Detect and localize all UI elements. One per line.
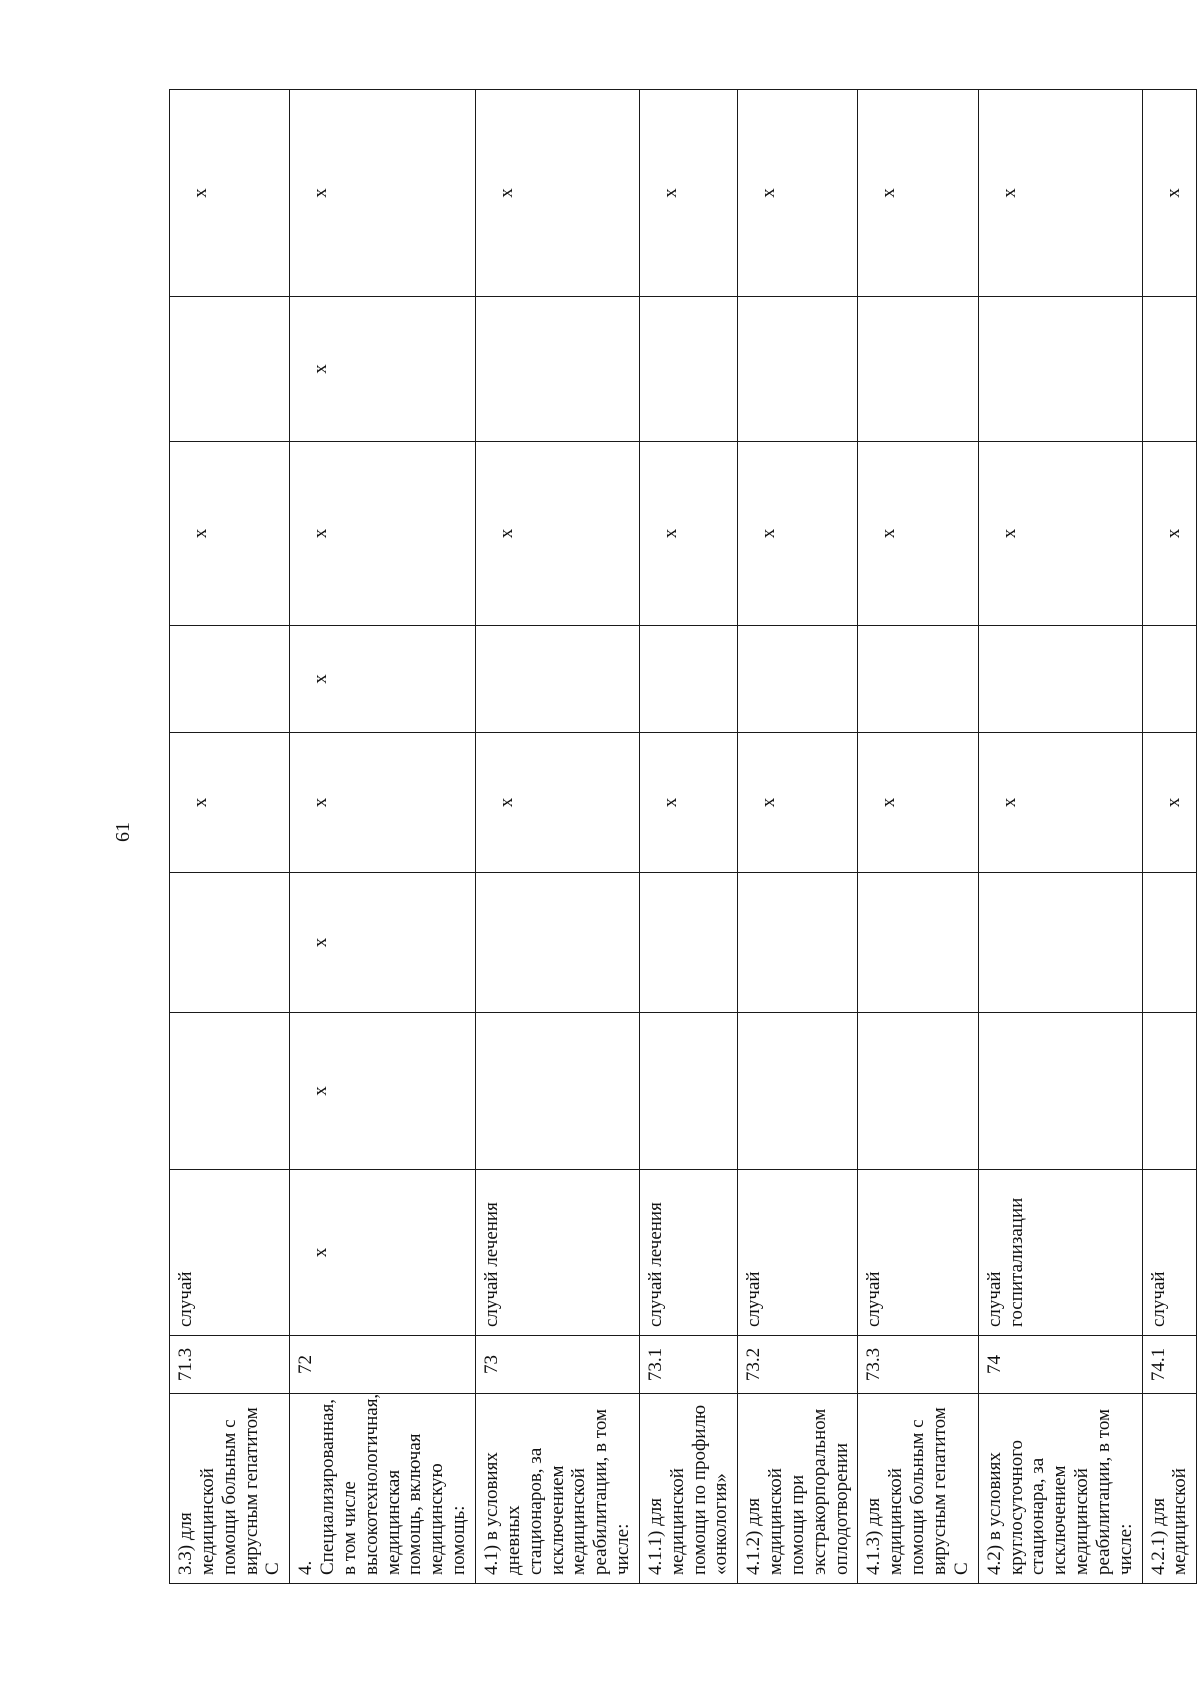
- row-name-cell: 4.1) в условиях дневных стационаров, за исключением медицинской реабилитации, в том числе:: [475, 1394, 639, 1584]
- value-cell: [978, 1013, 1142, 1170]
- value-cell: х: [639, 442, 737, 626]
- value-cell: х: [978, 733, 1142, 873]
- unit-cell: случай госпитализации: [978, 1170, 1142, 1336]
- value-cell: [1142, 297, 1197, 442]
- value-cell: х: [1142, 733, 1197, 873]
- rotated-table: [169, 90, 1191, 1584]
- value-cell: [170, 1013, 290, 1170]
- value-cell: [738, 1013, 858, 1170]
- value-cell: х: [290, 297, 476, 442]
- value-cell: х: [639, 90, 737, 297]
- table-row: [290, 90, 476, 1584]
- row-number-cell: 73.3: [858, 1336, 978, 1394]
- value-cell: х: [290, 90, 476, 297]
- value-cell: х: [1142, 442, 1197, 626]
- value-cell: х: [475, 90, 639, 297]
- value-cell: [639, 297, 737, 442]
- value-cell: х: [170, 733, 290, 873]
- value-cell: х: [290, 1013, 476, 1170]
- value-cell: [858, 297, 978, 442]
- value-cell: х: [290, 733, 476, 873]
- unit-cell: случай: [738, 1170, 858, 1336]
- value-cell: х: [738, 90, 858, 297]
- value-cell: [639, 1013, 737, 1170]
- value-cell: х: [639, 733, 737, 873]
- value-cell: х: [978, 442, 1142, 626]
- value-cell: х: [858, 442, 978, 626]
- unit-cell: случай: [858, 1170, 978, 1336]
- value-cell: [170, 873, 290, 1013]
- row-name-cell: 4. Специализированная, в том числе высокотехнологичная, медицинская помощь, включая медицинскую помощь:: [290, 1394, 476, 1584]
- row-name-cell: 4.1.2) для медицинской помощи при экстракорпоральном оплодотворении: [738, 1394, 858, 1584]
- value-cell: [978, 873, 1142, 1013]
- value-cell: х: [290, 873, 476, 1013]
- row-number-cell: 72: [290, 1336, 476, 1394]
- value-cell: [475, 297, 639, 442]
- value-cell: [858, 1013, 978, 1170]
- unit-cell: х: [290, 1170, 476, 1336]
- value-cell: х: [290, 626, 476, 733]
- unit-cell: случай: [170, 1170, 290, 1336]
- unit-cell: случай лечения: [639, 1170, 737, 1336]
- value-cell: х: [738, 733, 858, 873]
- table-row: [170, 90, 290, 1584]
- value-cell: х: [475, 733, 639, 873]
- value-cell: х: [858, 733, 978, 873]
- value-cell: [1142, 1013, 1197, 1170]
- value-cell: [738, 297, 858, 442]
- value-cell: [170, 297, 290, 442]
- value-cell: [475, 1013, 639, 1170]
- row-number-cell: 71.3: [170, 1336, 290, 1394]
- unit-cell: случай лечения: [475, 1170, 639, 1336]
- value-cell: [475, 626, 639, 733]
- table-row: [1142, 90, 1197, 1584]
- value-cell: [738, 873, 858, 1013]
- table-container: [169, 90, 1191, 1584]
- value-cell: х: [170, 90, 290, 297]
- value-cell: [639, 873, 737, 1013]
- table-row: [475, 90, 639, 1584]
- value-cell: [978, 297, 1142, 442]
- row-number-cell: 73: [475, 1336, 639, 1394]
- row-number-cell: 73.2: [738, 1336, 858, 1394]
- table-row: [738, 90, 858, 1584]
- value-cell: [639, 626, 737, 733]
- row-name-cell: 4.1.1) для медицинской помощи по профилю «онкология»: [639, 1394, 737, 1584]
- table-row: [639, 90, 737, 1584]
- value-cell: [475, 873, 639, 1013]
- value-cell: [1142, 873, 1197, 1013]
- data-table: [169, 89, 1197, 1584]
- row-name-cell: 4.1.3) для медицинской помощи больным с вирусным гепатитом С: [858, 1394, 978, 1584]
- page-number: 61: [112, 822, 134, 842]
- value-cell: [858, 626, 978, 733]
- value-cell: х: [1142, 90, 1197, 297]
- value-cell: х: [290, 442, 476, 626]
- value-cell: [738, 626, 858, 733]
- row-number-cell: 74: [978, 1336, 1142, 1394]
- row-name-cell: 4.2.1) для медицинской: [1142, 1394, 1197, 1584]
- unit-cell: случай: [1142, 1170, 1197, 1336]
- value-cell: х: [475, 442, 639, 626]
- value-cell: [858, 873, 978, 1013]
- value-cell: х: [978, 90, 1142, 297]
- row-name-cell: 3.3) для медицинской помощи больным с вирусным гепатитом С: [170, 1394, 290, 1584]
- row-number-cell: 74.1: [1142, 1336, 1197, 1394]
- row-number-cell: 73.1: [639, 1336, 737, 1394]
- value-cell: [978, 626, 1142, 733]
- value-cell: [170, 626, 290, 733]
- row-name-cell: 4.2) в условиях круглосуточного стационара, за исключением медицинской реабилитации, в том числе:: [978, 1394, 1142, 1584]
- table-row: [978, 90, 1142, 1584]
- value-cell: х: [738, 442, 858, 626]
- value-cell: [1142, 626, 1197, 733]
- value-cell: х: [858, 90, 978, 297]
- value-cell: х: [170, 442, 290, 626]
- table-row: [858, 90, 978, 1584]
